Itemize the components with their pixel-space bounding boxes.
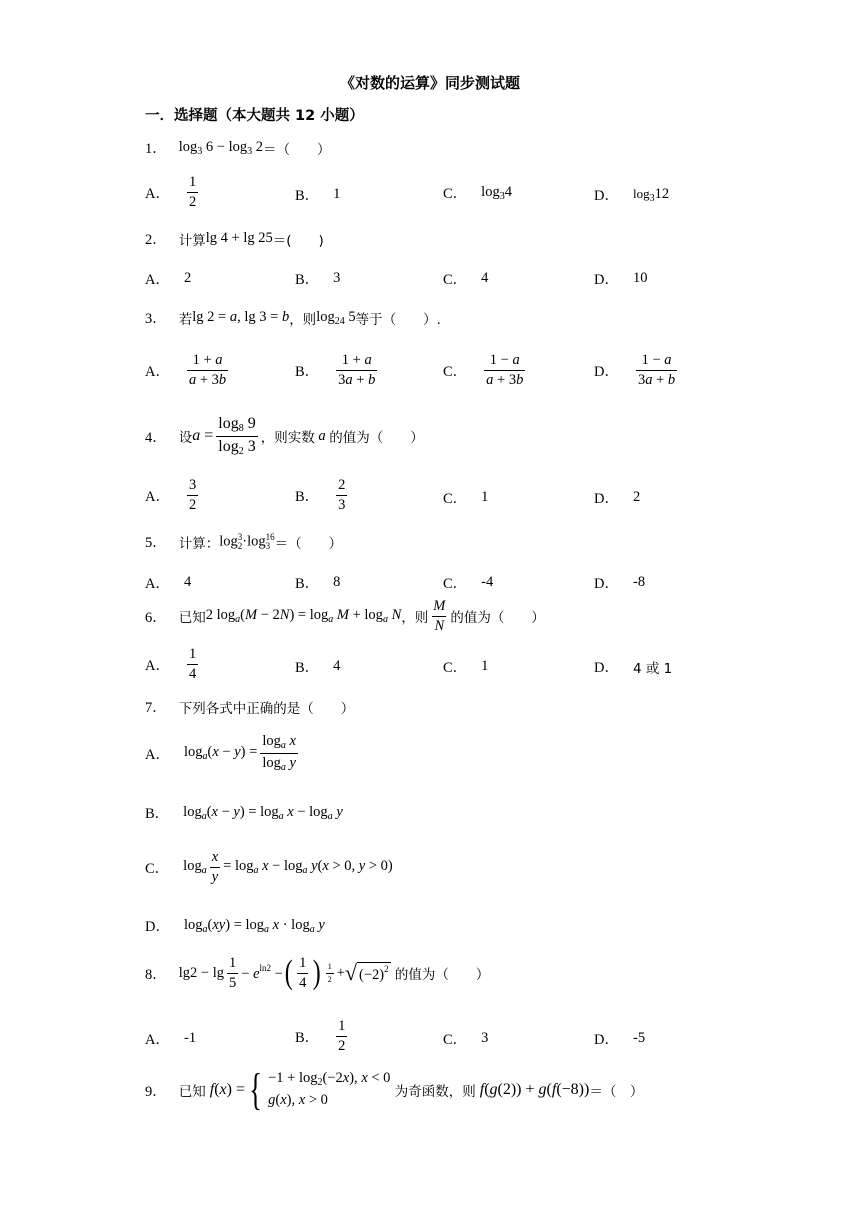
section-heading: 一．选择题（本大题共 12 小题） — [145, 108, 364, 124]
q1-option-a[interactable]: A． $\frac{1}{2}$ — [145, 174, 197, 210]
q4-option-a[interactable]: A． $\frac{3}{2}$ — [145, 477, 197, 513]
q3-option-c[interactable]: C． $\frac{1 - a}{a + 3b}$ — [443, 352, 524, 388]
question-5: 5． 计算： log 3 2 ·log 16 3 ＝（ ） — [145, 531, 343, 552]
question-9: 9． 已知 f(x) = { $-1 + \log_2(-2x)$, x < 0 g(x), x > 0 为奇函数，则 f(g(2)) + g(f(−8)) ＝（ ） — [145, 1065, 644, 1114]
question-4: 4． 设 a = $\frac{\log_8 9}{\log_2 3}$ ，则实数 a 的值为（ ） — [145, 415, 424, 457]
q2-option-a[interactable]: A． 2 — [145, 270, 192, 288]
q6-option-a[interactable]: A． $\frac{1}{4}$ — [145, 646, 197, 682]
question-2: 2． 计算 lg 4 + lg 25 ＝( ) — [145, 230, 324, 249]
q5-option-c[interactable]: C． -4 — [443, 574, 494, 592]
q5-option-a[interactable]: A． 4 — [145, 574, 192, 592]
q2-option-b[interactable]: B． 3 — [295, 270, 341, 288]
question-6: 6． 已知 2 $\log_a(M - 2N) = \log_a M + \log_a N$ ，则 $\frac{M}{N}$ 的值为（ ） — [145, 598, 545, 634]
page-title: 《对数的运算》同步测试题 — [339, 74, 520, 92]
q7-option-a[interactable]: A． $\log_a(x - y)$ = $\frac{\log_a x}{\log_a y}$ — [145, 733, 296, 773]
question-7: 7． 下列各式中正确的是（ ） — [145, 700, 355, 717]
q3-option-a[interactable]: A． $\frac{1 + a}{a + 3b}$ — [145, 352, 227, 388]
q8-option-b[interactable]: B． $\frac{1}{2}$ — [295, 1018, 346, 1054]
q3-option-b[interactable]: B． $\frac{1 + a}{3a + b}$ — [295, 352, 376, 388]
q4-option-b[interactable]: B． $\frac{2}{3}$ — [295, 477, 346, 513]
q7-option-b[interactable]: B． $\log_a(x - y) = \log_a x - \log_a y$ — [145, 803, 343, 822]
q6-option-b[interactable]: B． 4 — [295, 658, 341, 676]
q8-option-c[interactable]: C． 3 — [443, 1030, 489, 1048]
question-8: 8． lg2 − lg $\frac{1}{5}$ − $e^{ln2}$ − ( $\frac{1}{4}$ ) $\frac{1}{2}$ + √ $(-2)^2$ 的值为（ ） — [145, 954, 490, 992]
question-3: 3． 若 lg 2 = a, lg 3 = b ，则 $\log_{24} 5$ 等于（ ）. — [145, 308, 441, 328]
q4-option-d[interactable]: D． 2 — [594, 489, 641, 507]
question-1: 1． $\log_3 6 - \log_3 2$ ＝（ ） — [145, 138, 331, 158]
q7-option-c[interactable]: C． $\log_a$ $\frac{x}{y}$ = $\log_a x - \log_a y(x > 0$, y > 0) — [145, 849, 393, 885]
q1-option-b[interactable]: B． 1 — [295, 186, 341, 204]
question-1-expression: $\log_3 6 - \log_3 2$ — [178, 138, 263, 157]
q8-option-d[interactable]: D． -5 — [594, 1030, 646, 1048]
q4-option-c[interactable]: C． 1 — [443, 489, 489, 507]
q8-option-a[interactable]: A． -1 — [145, 1030, 197, 1048]
q5-option-d[interactable]: D． -8 — [594, 574, 646, 592]
q2-option-c[interactable]: C． 4 — [443, 270, 489, 288]
q6-option-d[interactable]: D． 4 或 1 — [594, 660, 673, 677]
q2-option-d[interactable]: D． 10 — [594, 270, 648, 288]
q7-option-d[interactable]: D． $\log_a(xy) = \log_a x \cdot \log_a y$ — [145, 916, 325, 935]
q1-option-c[interactable]: C． $\log_3$ 4 — [443, 183, 512, 202]
q3-option-d[interactable]: D． $\frac{1 - a}{3a + b}$ — [594, 352, 676, 388]
q6-option-c[interactable]: C． 1 — [443, 658, 489, 676]
q5-option-b[interactable]: B． 8 — [295, 574, 341, 592]
q1-option-d[interactable]: D． $\log_3$ 12 — [594, 185, 670, 204]
question-2-expression: lg 4 + lg 25 — [205, 230, 273, 246]
